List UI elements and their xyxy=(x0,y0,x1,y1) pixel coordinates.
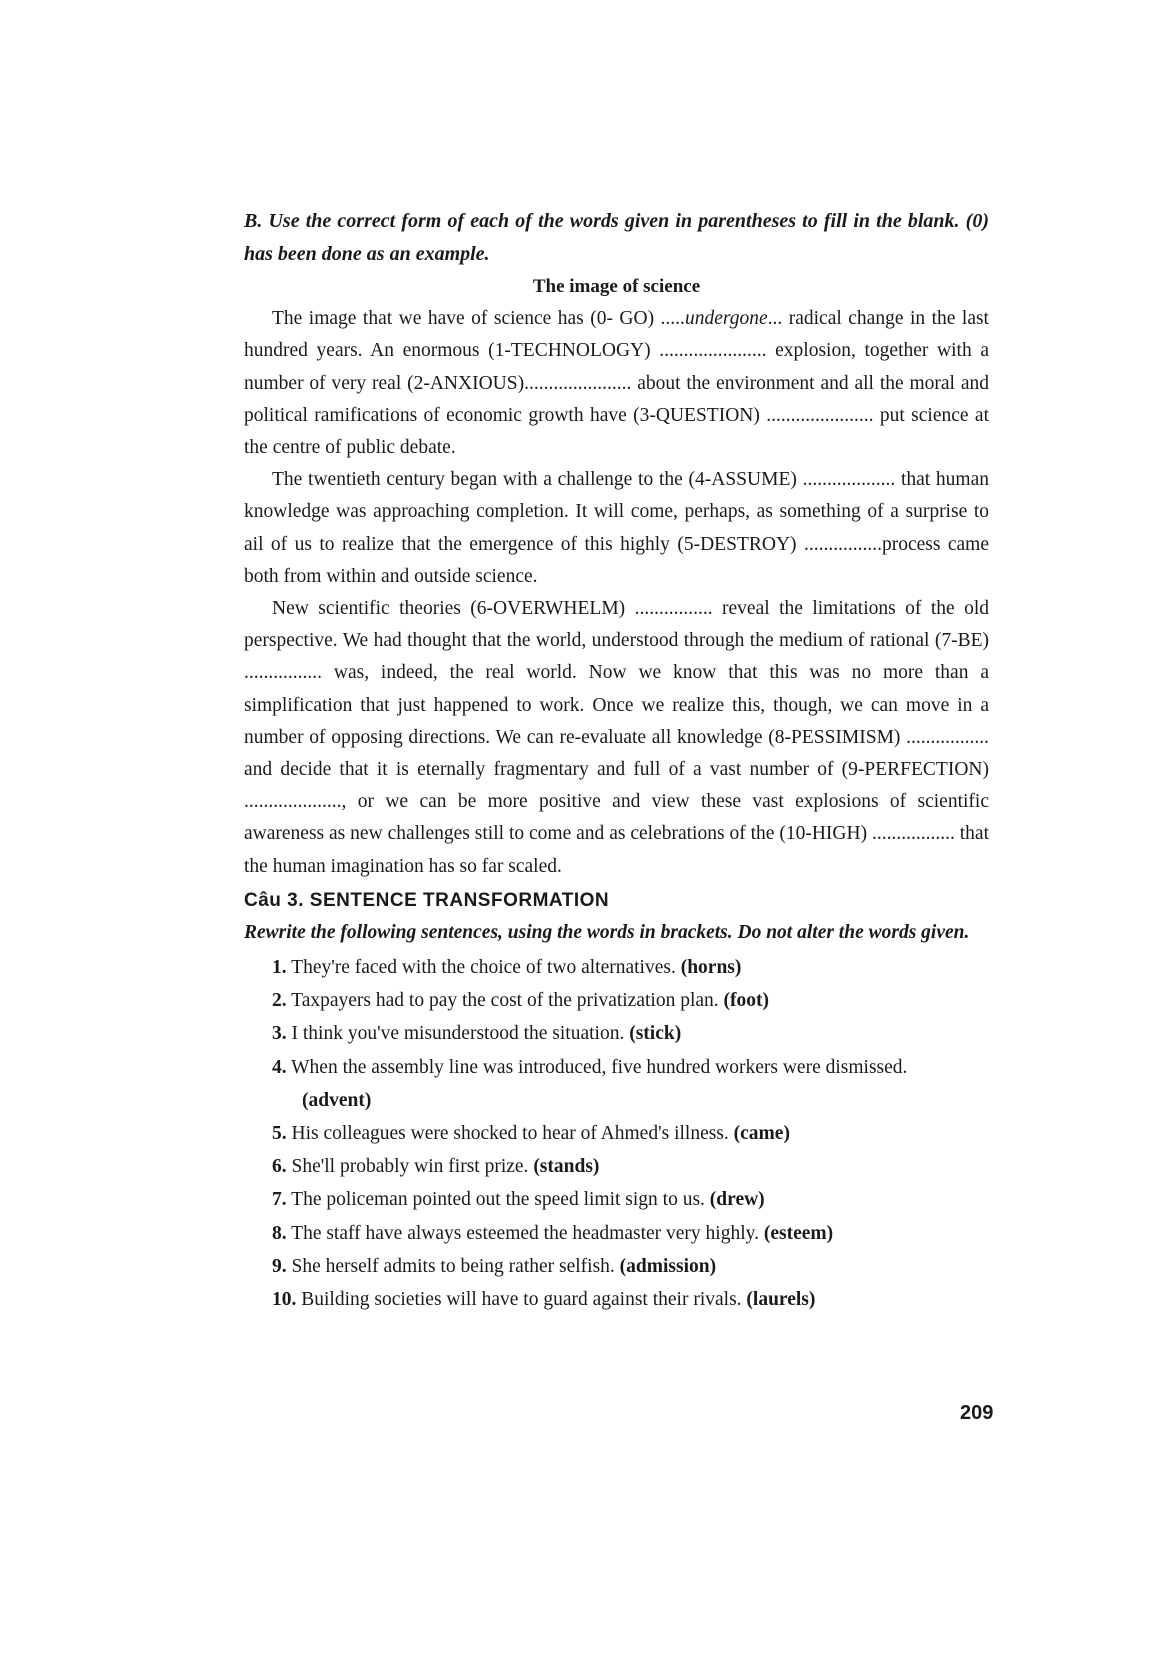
section-3-heading: Câu 3. SENTENCE TRANSFORMATION xyxy=(244,889,610,911)
transformation-list xyxy=(244,951,989,1316)
passage-title: The image of science xyxy=(532,276,701,297)
example-answer: undergone xyxy=(684,308,768,330)
list-item: 10. Building societies will have to guard against their rivals. (laurels) xyxy=(272,1289,816,1311)
section-3-instruction: Rewrite the following sentences, using the words in brackets. Do not alter the words given. xyxy=(244,922,970,944)
list-item: 3. I think you've misunderstood the situation. (stick) xyxy=(272,1023,682,1045)
passage-paragraph-2: The twentieth century began with a challenge to the (4-ASSUME) ................... that human knowledge was approaching completion. It will come, perhaps, as something of a surprise to ail of us to realize that the emergence of this highly (5-DESTROY) ................process came both from within and outside science. xyxy=(244,469,989,587)
list-item: 8. The staff have always esteemed the headmaster very highly. (esteem) xyxy=(272,1222,834,1244)
list-item: 9. She herself admits to being rather selfish. (admission) xyxy=(272,1255,717,1277)
list-item: 7. The policeman pointed out the speed limit sign to us. (drew) xyxy=(272,1189,765,1211)
passage-paragraph-1: The image that we have of science has (0- GO) .....undergone... radical change in the last hundred years. An enormous (1-TECHNOLOGY) ...................... explosion, together with a number of very real (2-ANXIOUS)...................... about the environment and all the moral and political ramifications of economic growth have (3-QUESTION) ...................... put science at the centre of public debate. xyxy=(244,308,989,459)
passage-paragraph-3: New scientific theories (6-OVERWHELM) ................ reveal the limitations of the old perspective. We had thought that the world, understood through the medium of rational (7-BE) ................ was, indeed, the real world. Now we know that this was no more than a simplification that just happened to work. Once we realize this, though, we can move in a number of opposing directions. We can re-evaluate all knowledge (8-PESSIMISM) ................. and decide that it is eternally fragmentary and full of a vast number of (9-PERFECTION) ...................., or we can be more positive and view these vast explosions of scientific awareness as new challenges still to come and as celebrations of the (10-HIGH) ................. that the human imagination has so far scaled. xyxy=(244,598,989,877)
page-number: 209 xyxy=(960,1402,994,1424)
list-item: 5. His colleagues were shocked to hear of Ahmed's illness. (came) xyxy=(272,1123,790,1145)
section-b-instruction: B. Use the correct form of each of the words given in parentheses to fill in the blank. (0) has been done as an example. xyxy=(244,210,989,265)
list-item: 4. When the assembly line was introduced, five hundred workers were dismissed. (advent) xyxy=(272,1056,908,1111)
list-item: 2. Taxpayers had to pay the cost of the privatization plan. (foot) xyxy=(272,990,770,1012)
list-item: 1. They're faced with the choice of two alternatives. (horns) xyxy=(272,957,742,979)
list-item: 6. She'll probably win first prize. (stands) xyxy=(272,1156,600,1178)
document-page xyxy=(244,205,989,1316)
